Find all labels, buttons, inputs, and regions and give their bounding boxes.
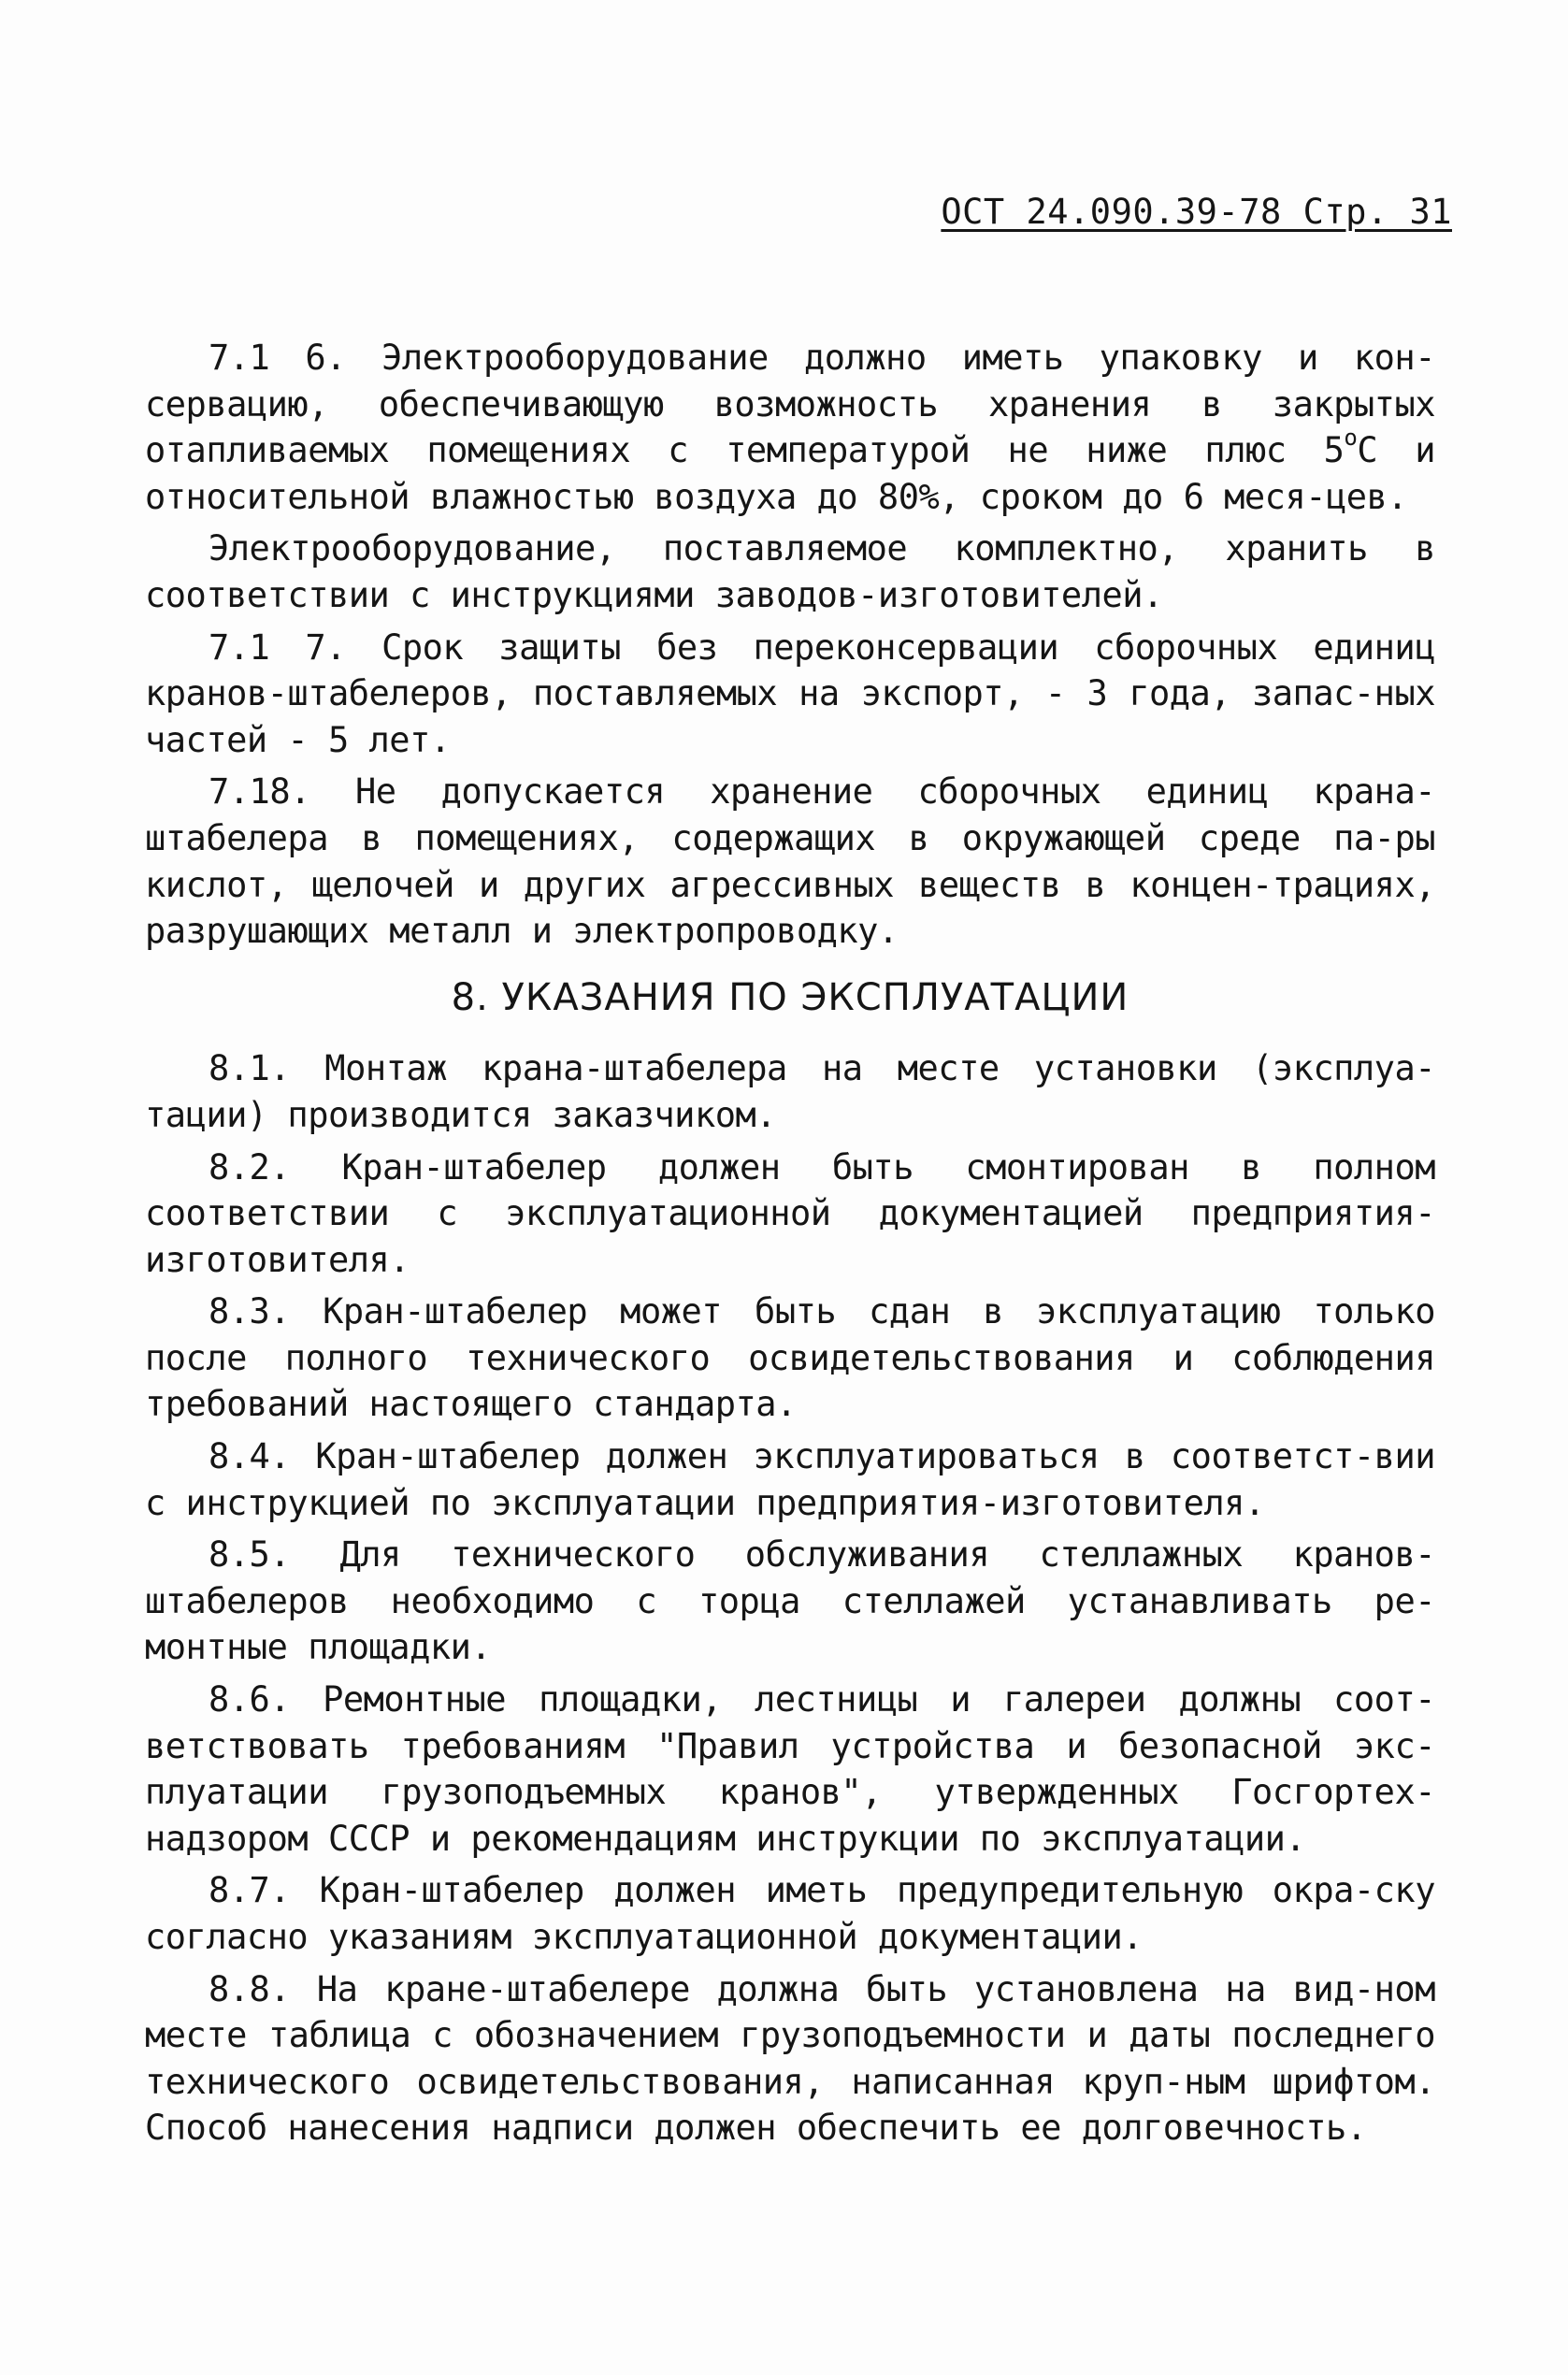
paragraph-8-6: 8.6. Ремонтные площадки, лестницы и галереи должны соот-ветствовать требованиям "Правил устройства и безопасной экс-плуатации грузоподъемных кранов", утвержденных Госгортех-надзором СССР и рекомендациям инструкции по эксплуатации.: [145, 1679, 1435, 1859]
paragraph-8-4: 8.4. Кран-штабелер должен эксплуатироваться в соответст-вии с инструкцией по эксплуатации предприятия-изготовителя.: [145, 1436, 1435, 1523]
page-header: ОСТ 24.090.39-78 Стр. 31: [941, 192, 1452, 232]
paragraph-8-8: 8.8. На кране-штабелере должна быть установлена на вид-ном месте таблица с обозначением грузоподъемности и даты последнего технического освидетельствования, написанная круп-ным шрифтом. Способ нанесения надписи должен обеспечить ее долговечность.: [145, 1968, 1435, 2149]
paragraph-8-7: 8.7. Кран-штабелер должен иметь предупредительную окра-ску согласно указаниям эксплуатационной документации.: [145, 1870, 1435, 1957]
paragraph-7-16-text-cont: С и относительной влажностью воздуха до 80%, сроком до 6 меся-цев.: [145, 430, 1436, 517]
paragraph-7-16-continued: Электрооборудование, поставляемое комплектно, хранить в соответствии с инструкциями заводов-изготовителей.: [145, 528, 1435, 615]
section-8-title: 8. УКАЗАНИЯ ПО ЭКСПЛУАТАЦИИ: [451, 975, 1129, 1019]
paragraph-7-17: 7.1 7. Срок защиты без переконсервации сборочных единиц кранов-штабелеров, поставляемых на экспорт, - 3 года, запас-ных частей - 5 лет.: [145, 626, 1435, 760]
paragraph-8-1: 8.1. Монтаж крана-штабелера на месте установки (эксплуа-тации) производится заказчиком.: [145, 1048, 1435, 1135]
paragraph-7-16: [145, 335, 1435, 520]
paragraph-8-2: 8.2. Кран-штабелер должен быть смонтирован в полном соответствии с эксплуатационной документацией предприятия-изготовителя.: [145, 1146, 1435, 1280]
paragraph-7-18: 7.18. Не допускается хранение сборочных единиц крана-штабелера в помещениях, содержащих в окружающей среде па-ры кислот, щелочей и других агрессивных веществ в концен-трациях, разрушающих металл и электропроводку.: [145, 771, 1435, 952]
document-body: [145, 335, 1435, 2157]
paragraph-8-3: 8.3. Кран-штабелер может быть сдан в эксплуатацию только после полного технического освидетельствования и соблюдения требований настоящего стандарта.: [145, 1291, 1435, 1425]
degree-superscript: о: [1344, 425, 1358, 452]
paragraph-8-5: 8.5. Для технического обслуживания стеллажных кранов-штабелеров необходимо с торца стеллажей устанавливать ре-монтные площадки.: [145, 1534, 1435, 1668]
paragraph-7-16-text: 7.1 6. Электрооборудование должно иметь упаковку и кон-сервацию, обеспечивающую возможность хранения в закрытых отапливаемых помещениях с температурой не ниже плюс 5: [145, 338, 1435, 471]
